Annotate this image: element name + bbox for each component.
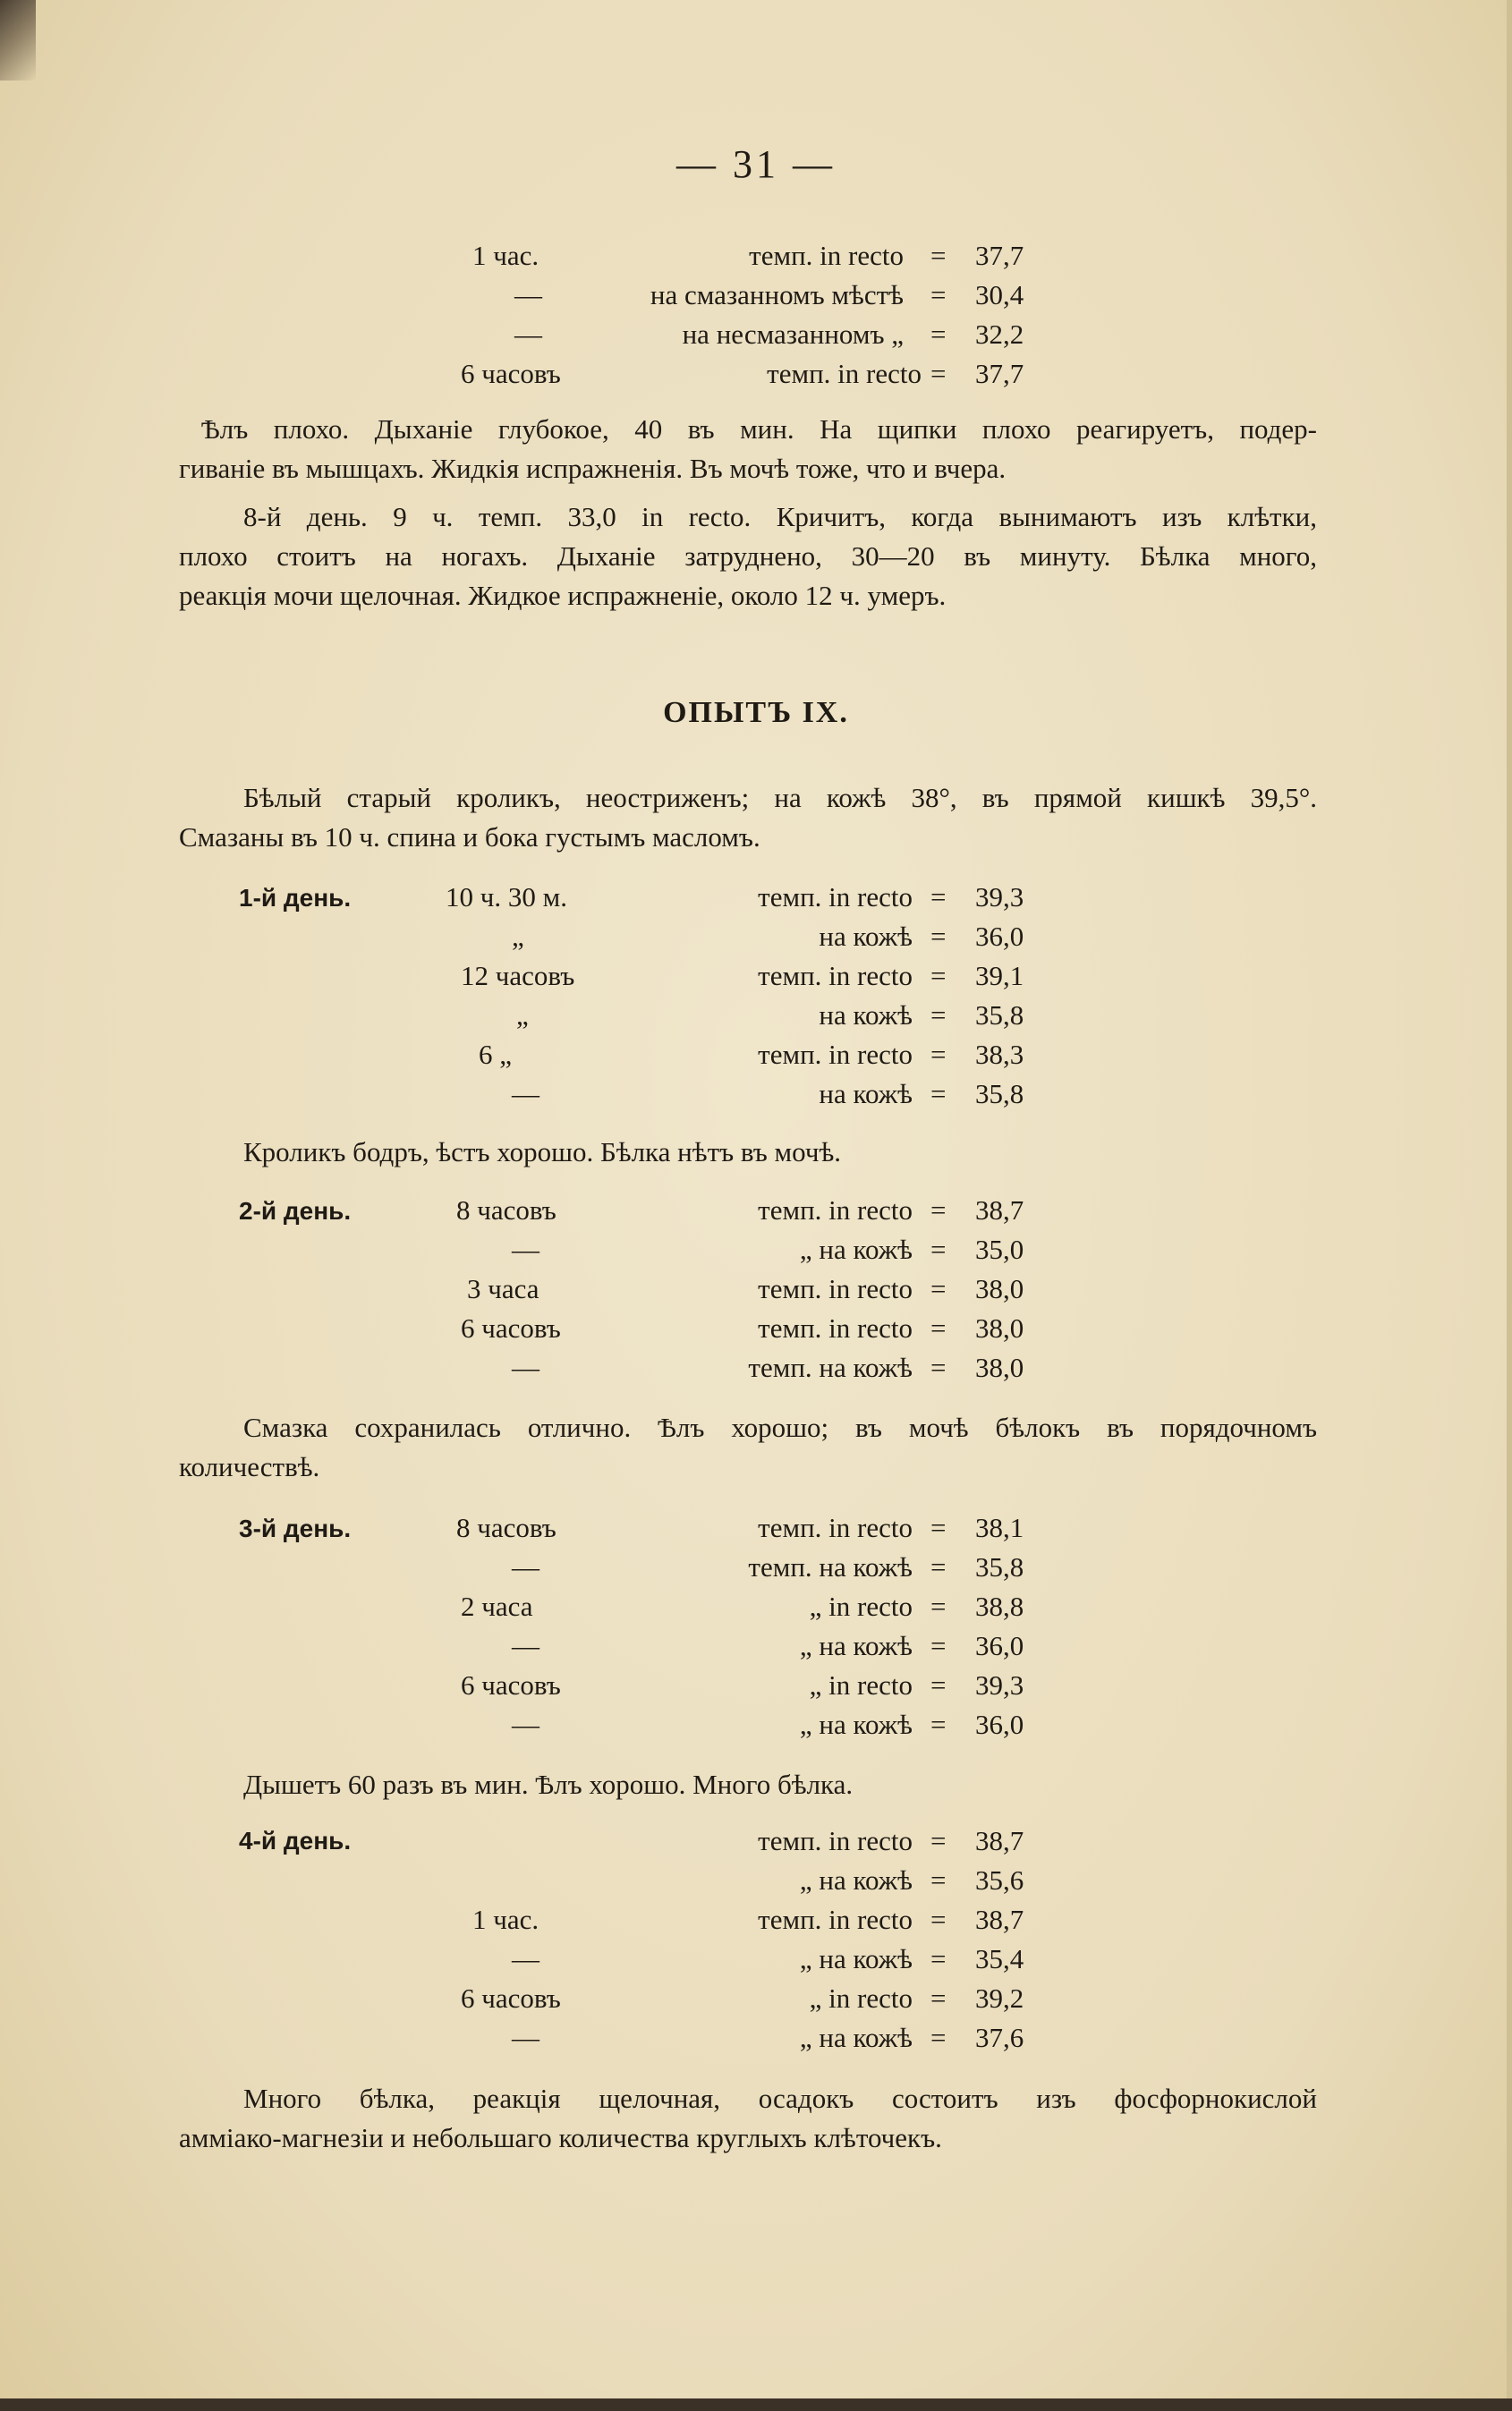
table-cell-equals: =	[930, 1551, 947, 1583]
table-cell-time: 8 часовъ	[456, 1194, 556, 1226]
table-cell-equals: =	[930, 1825, 947, 1856]
table-cell-value: 35,4	[975, 1943, 1024, 1974]
table-cell-value: 39,2	[975, 1982, 1024, 2014]
table-cell-equals: =	[930, 960, 947, 991]
table-cell-value: 37,7	[975, 358, 1024, 389]
experiment-heading: ОПЫТЪ IX.	[663, 696, 849, 729]
table-cell-value: 38,0	[975, 1352, 1024, 1383]
table-cell-equals: =	[930, 881, 947, 913]
table-cell-value: 38,1	[975, 1512, 1024, 1543]
table-cell-equals: =	[930, 2022, 947, 2053]
table-cell-value: 37,7	[975, 240, 1024, 271]
table-cell-equals: =	[930, 1234, 947, 1265]
paragraph-line: реакція мочи щелочная. Жидкое испражненіе, около 12 ч. умеръ.	[179, 580, 947, 611]
table-cell-value: 30,4	[975, 279, 1024, 310]
table-cell-value: 35,8	[975, 1551, 1024, 1583]
table-cell-measure: „ на кожѣ	[799, 1630, 913, 1661]
table-cell-time: 2 часа	[461, 1591, 533, 1622]
table-cell-time: —	[512, 1078, 539, 1109]
table-cell-measure: на кожѣ	[819, 921, 913, 952]
table-cell-value: 38,7	[975, 1904, 1024, 1935]
table-cell-time: 6 часовъ	[461, 1312, 561, 1344]
table-cell-measure: „ на кожѣ	[799, 1234, 913, 1265]
day-note: количествѣ.	[179, 1451, 320, 1482]
table-cell-time: 1 час.	[472, 240, 539, 271]
table-cell-measure: темп. in recto	[758, 881, 913, 913]
table-cell-equals: =	[930, 1512, 947, 1543]
page-right-edge	[1507, 0, 1512, 2411]
table-cell-value: 37,6	[975, 2022, 1024, 2053]
table-cell-measure: темп. in recto	[758, 960, 913, 991]
table-cell-value: 38,0	[975, 1312, 1024, 1344]
table-cell-value: 35,6	[975, 1864, 1024, 1896]
day-label: 2-й день.	[239, 1197, 352, 1225]
table-cell-measure: темп. in recto	[758, 1512, 913, 1543]
table-cell-equals: =	[930, 1039, 947, 1070]
table-cell-equals: =	[930, 1904, 947, 1935]
table-cell-value: 38,7	[975, 1194, 1024, 1226]
table-cell-time: 6 часовъ	[461, 1669, 561, 1701]
table-cell-measure: „ на кожѣ	[799, 2022, 913, 2053]
table-cell-value: 35,8	[975, 1078, 1024, 1109]
paragraph-line: плохо стоитъ на ногахъ. Дыханіе затруднено, 30—20 въ минуту. Бѣлка много,	[179, 540, 1317, 572]
table-cell-measure: на несмазанномъ „	[682, 318, 904, 350]
table-cell-equals: =	[930, 1709, 947, 1740]
table-cell-value: 35,0	[975, 1234, 1024, 1265]
table-cell-value: 36,0	[975, 1709, 1024, 1740]
table-cell-time: —	[512, 1551, 539, 1583]
table-cell-time: —	[512, 1352, 539, 1383]
table-cell-measure: темп. на кожѣ	[748, 1352, 913, 1383]
table-cell-equals: =	[930, 1943, 947, 1974]
table-cell-measure: темп. in recto	[758, 1312, 913, 1344]
day-label: 4-й день.	[239, 1827, 352, 1855]
table-cell-time: —	[512, 1234, 539, 1265]
table-cell-time: „	[512, 921, 524, 952]
table-cell-equals: =	[930, 358, 947, 389]
table-cell-time: 6 часовъ	[461, 1982, 561, 2014]
day-label: 1-й день.	[239, 884, 352, 912]
table-cell-time: 1 час.	[472, 1904, 539, 1935]
intro-line: Бѣлый старый кроликъ, неостриженъ; на кожѣ 38°, въ прямой кишкѣ 39,5°.	[243, 782, 1317, 813]
table-cell-time: —	[512, 1709, 539, 1740]
table-cell-measure: на кожѣ	[819, 999, 913, 1031]
table-cell-measure: на смазанномъ мѣстѣ	[650, 279, 904, 310]
table-cell-value: 39,1	[975, 960, 1024, 991]
day-note: Смазка сохранилась отлично. Ѣлъ хорошо; въ мочѣ бѣлокъ въ порядочномъ	[243, 1412, 1317, 1443]
table-cell-measure: „ на кожѣ	[799, 1864, 913, 1896]
table-cell-equals: =	[930, 279, 947, 310]
table-cell-equals: =	[930, 318, 947, 350]
table-cell-equals: =	[930, 1078, 947, 1109]
table-cell-equals: =	[930, 1669, 947, 1701]
paragraph-line: 8-й день. 9 ч. темп. 33,0 in recto. Кричитъ, когда вынимаютъ изъ клѣтки,	[243, 501, 1317, 532]
day-note: Кроликъ бодръ, ѣстъ хорошо. Бѣлка нѣтъ въ мочѣ.	[243, 1136, 842, 1167]
table-cell-measure: темп. in recto	[758, 1039, 913, 1070]
table-cell-equals: =	[930, 1194, 947, 1226]
table-cell-measure: темп. in recto	[767, 358, 922, 389]
table-cell-time: —	[512, 1943, 539, 1974]
table-cell-value: 38,0	[975, 1273, 1024, 1304]
table-cell-value: 38,8	[975, 1591, 1024, 1622]
table-cell-measure: „ на кожѣ	[799, 1709, 913, 1740]
table-cell-time: 10 ч. 30 м.	[446, 881, 567, 913]
table-cell-time: 12 часовъ	[461, 960, 575, 991]
table-cell-measure: „ in recto	[809, 1591, 913, 1622]
table-cell-measure: на кожѣ	[819, 1078, 913, 1109]
table-cell-measure: „ in recto	[809, 1982, 913, 2014]
table-cell-equals: =	[930, 999, 947, 1031]
table-cell-measure: темп. in recto	[758, 1904, 913, 1935]
table-cell-time: —	[514, 318, 542, 350]
table-cell-value: 38,3	[975, 1039, 1024, 1070]
table-cell-equals: =	[930, 1630, 947, 1661]
table-cell-equals: =	[930, 1591, 947, 1622]
table-cell-time: 8 часовъ	[456, 1512, 556, 1543]
table-cell-time: —	[512, 2022, 539, 2053]
table-cell-measure: темп. in recto	[758, 1273, 913, 1304]
table-cell-measure: „ на кожѣ	[799, 1943, 913, 1974]
table-cell-equals: =	[930, 240, 947, 271]
table-cell-time: 3 часа	[467, 1273, 539, 1304]
page-bottom-edge	[0, 2398, 1512, 2411]
table-cell-equals: =	[930, 1864, 947, 1896]
page-number: — 31 —	[676, 142, 836, 186]
paragraph-line: гиваніе въ мышцахъ. Жидкія испражненія. Въ мочѣ тоже, что и вчера.	[179, 453, 1007, 484]
table-cell-time: —	[514, 279, 542, 310]
table-cell-time: 6 „	[479, 1039, 513, 1070]
table-cell-time: —	[512, 1630, 539, 1661]
table-cell-value: 36,0	[975, 1630, 1024, 1661]
table-cell-time: „	[516, 999, 529, 1031]
page-corner-shadow	[0, 0, 36, 81]
table-cell-measure: темп. in recto	[758, 1194, 913, 1226]
table-cell-measure: „ in recto	[809, 1669, 913, 1701]
intro-line: Смазаны въ 10 ч. спина и бока густымъ масломъ.	[179, 821, 760, 853]
table-cell-value: 39,3	[975, 881, 1024, 913]
table-cell-equals: =	[930, 1273, 947, 1304]
table-cell-equals: =	[930, 1312, 947, 1344]
day-note: аммiако-магнезiи и небольшаго количества круглыхъ клѣточекъ.	[179, 2122, 942, 2153]
table-cell-equals: =	[930, 921, 947, 952]
table-cell-value: 36,0	[975, 921, 1024, 952]
table-cell-time: 6 часовъ	[461, 358, 561, 389]
table-cell-measure: темп. на кожѣ	[748, 1551, 913, 1583]
table-cell-value: 39,3	[975, 1669, 1024, 1701]
table-cell-measure: темп. in recto	[758, 1825, 913, 1856]
day-note: Много бѣлка, реакція щелочная, осадокъ состоитъ изъ фосфорнокислой	[243, 2083, 1317, 2114]
table-cell-value: 32,2	[975, 318, 1024, 350]
table-cell-equals: =	[930, 1982, 947, 2014]
table-cell-value: 38,7	[975, 1825, 1024, 1856]
day-label: 3-й день.	[239, 1515, 352, 1542]
table-cell-measure: темп. in recto	[749, 240, 904, 271]
table-cell-equals: =	[930, 1352, 947, 1383]
table-cell-value: 35,8	[975, 999, 1024, 1031]
day-note: Дышетъ 60 разъ въ мин. Ѣлъ хорошо. Много бѣлка.	[243, 1769, 854, 1800]
paragraph-line: Ѣлъ плохо. Дыханіе глубокое, 40 въ мин. На щипки плохо реагируетъ, подер-	[201, 413, 1317, 445]
